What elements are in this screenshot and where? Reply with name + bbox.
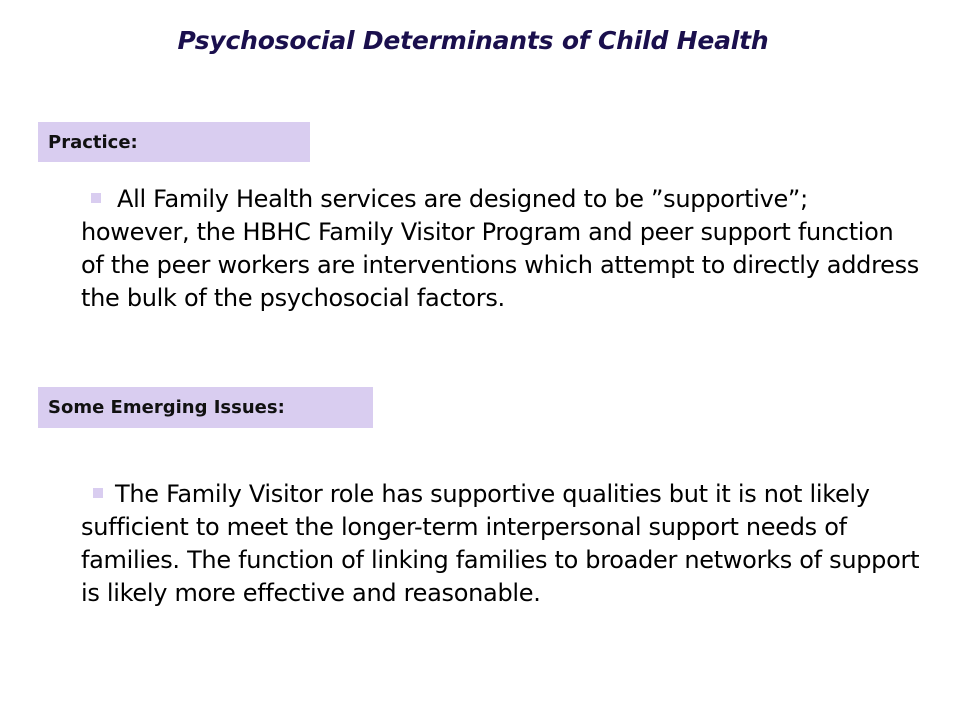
- bullet-paragraph-emerging-issues: [81, 478, 921, 610]
- paragraph-text: All Family Health services are designed to be ”supportive”; however, the HBHC Family Visitor Program and peer support function of the peer workers are interventions which attempt to directly address the bulk of the psychosocial factors.: [81, 185, 919, 312]
- square-bullet-icon: [93, 488, 103, 498]
- slide-title: Psychosocial Determinants of Child Health: [177, 26, 769, 55]
- section-label-text: Practice:: [48, 131, 138, 153]
- section-label-text: Some Emerging Issues:: [48, 397, 285, 418]
- bullet-paragraph-practice: [81, 183, 921, 315]
- section-label-practice: [38, 122, 310, 162]
- square-bullet-icon: [91, 193, 101, 203]
- paragraph-text: The Family Visitor role has supportive qualities but it is not likely sufficient to meet the longer-term interpersonal support needs of families. The function of linking families to broader networks of support is likely more effective and reasonable.: [81, 480, 920, 607]
- section-label-emerging-issues: [38, 387, 373, 428]
